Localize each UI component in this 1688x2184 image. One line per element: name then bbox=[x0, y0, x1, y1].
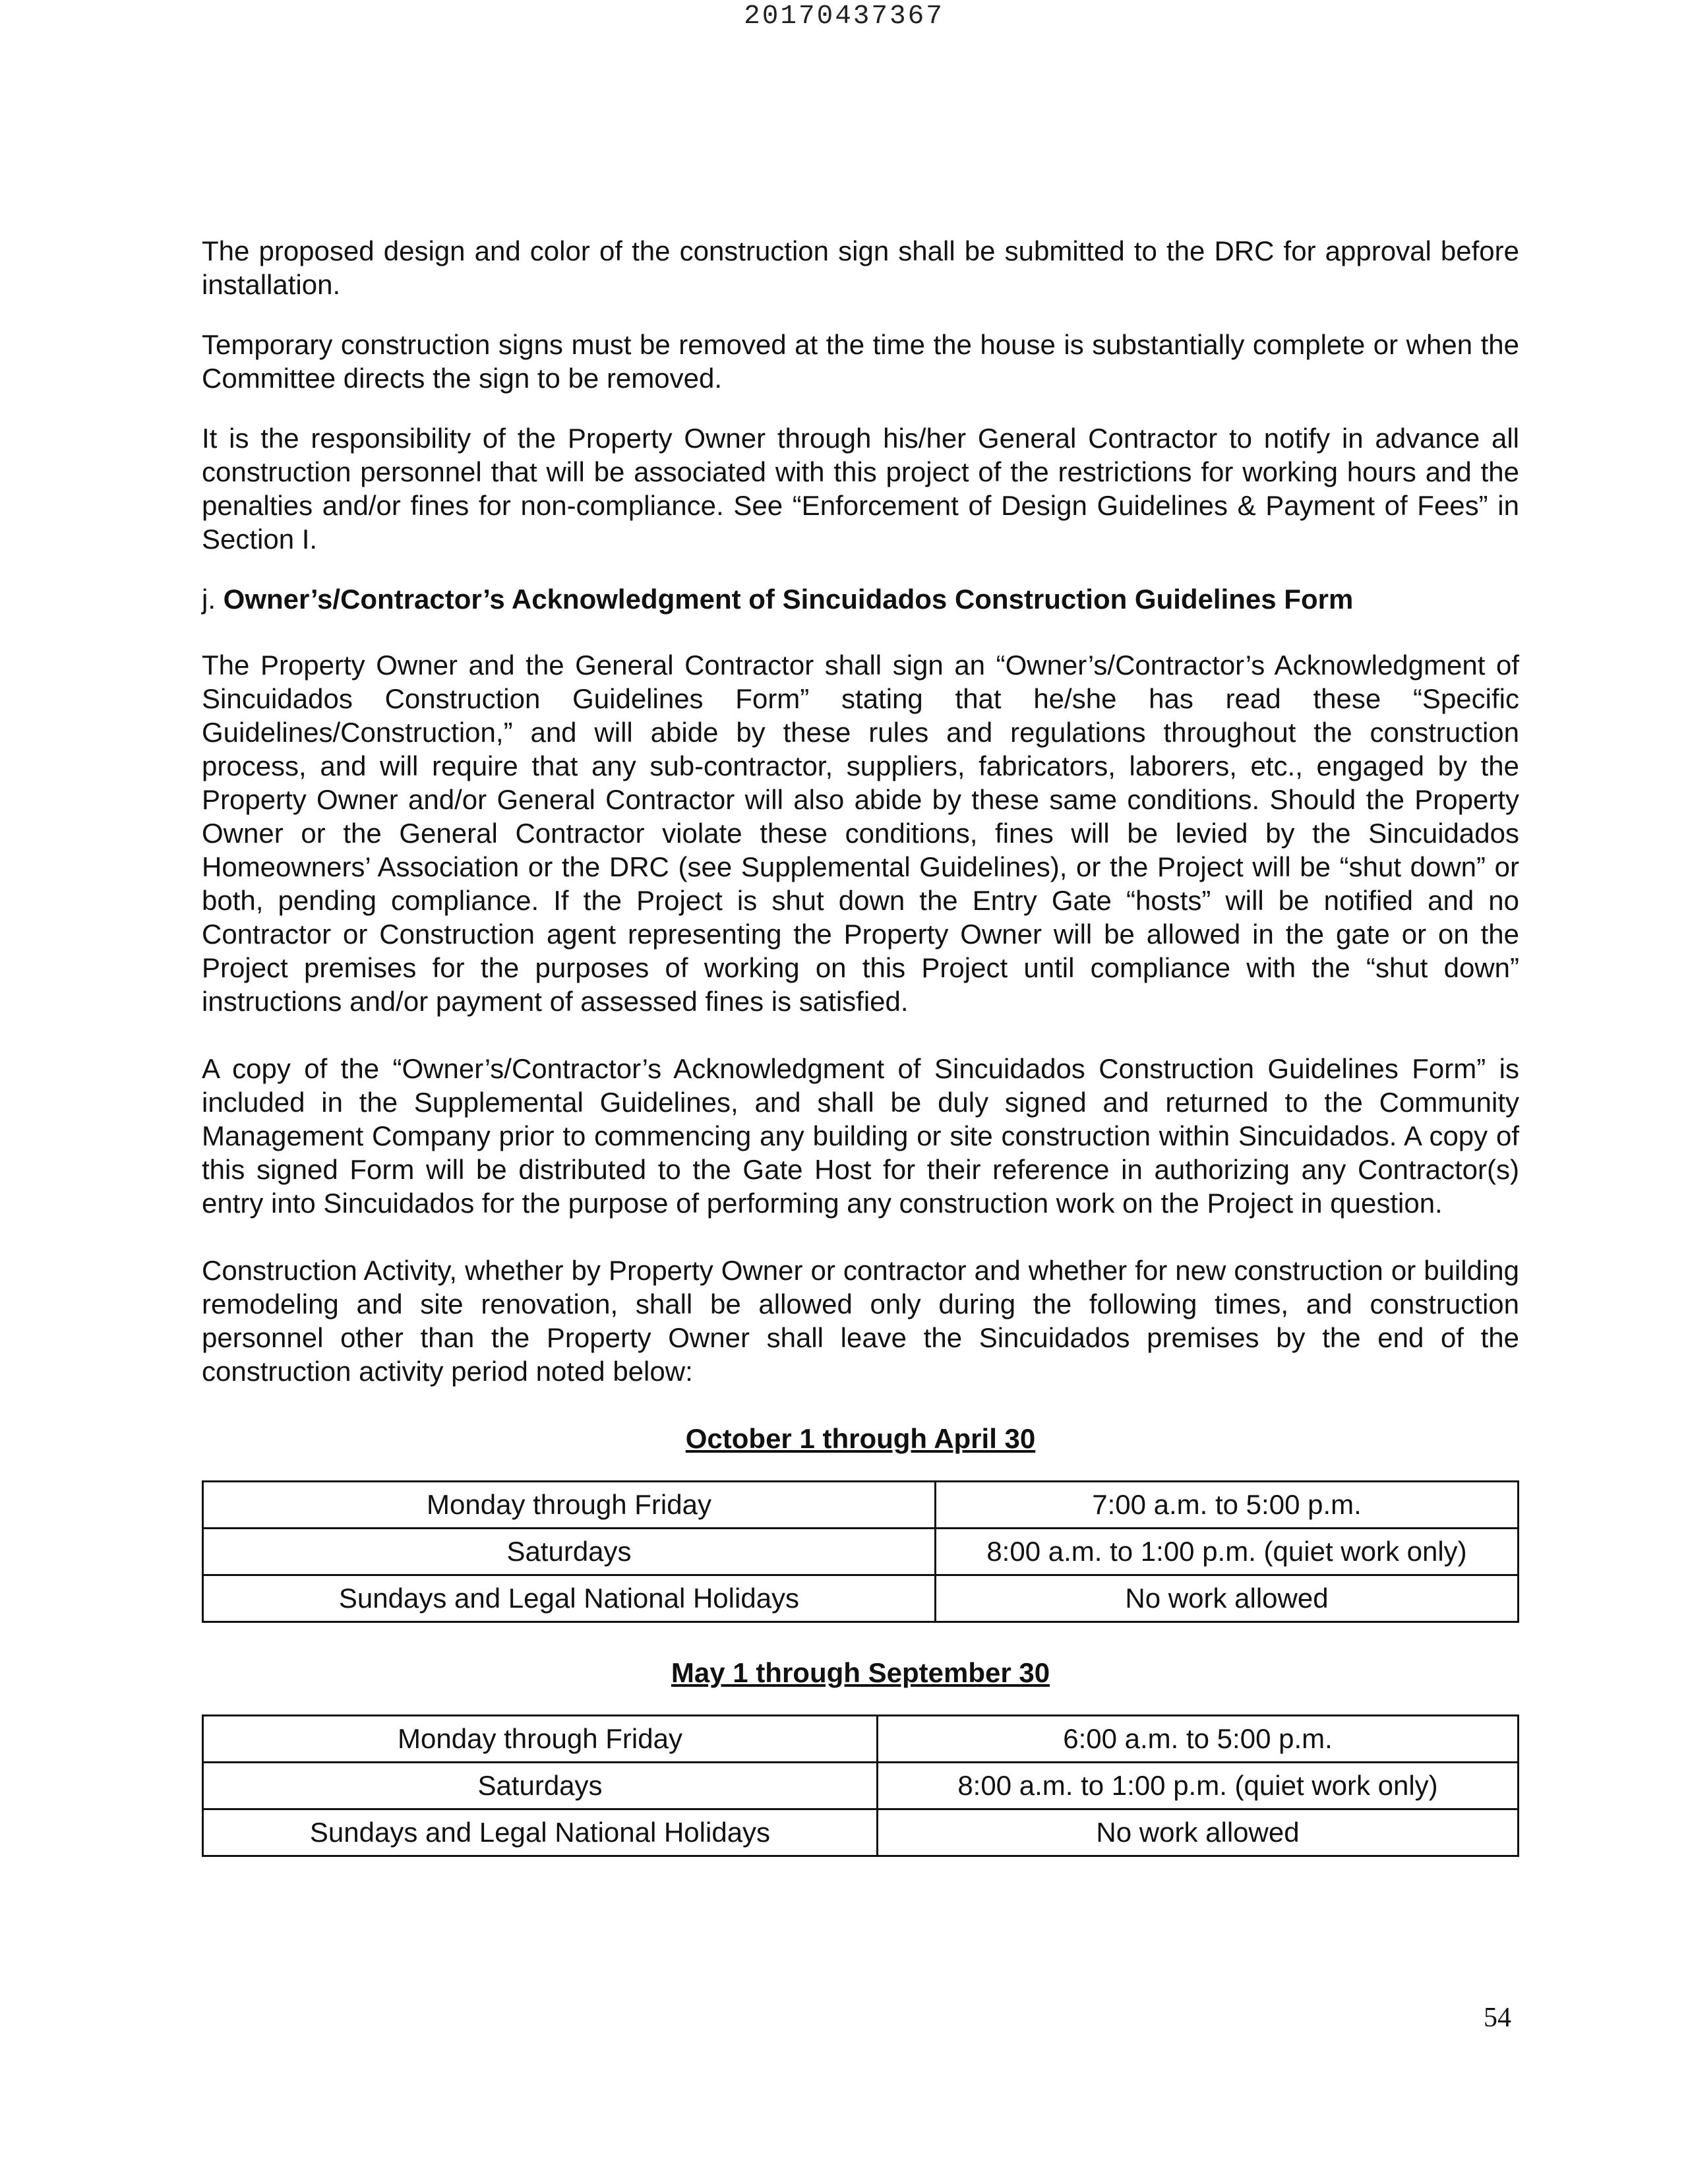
section-j-letter: j. bbox=[202, 584, 216, 615]
paragraph-sign-removal: Temporary construction signs must be removed at the time the house is substantially complete or when the Committee directs the sign to be removed. bbox=[202, 329, 1519, 394]
table-row bbox=[203, 1482, 1519, 1529]
table-row bbox=[203, 1529, 1519, 1575]
day-cell: Sundays and Legal National Holidays bbox=[203, 1809, 878, 1856]
day-cell: Sundays and Legal National Holidays bbox=[203, 1575, 936, 1622]
document-number: 20170437367 bbox=[744, 1, 944, 32]
page-number: 54 bbox=[1484, 2003, 1511, 2033]
hours-cell: 8:00 a.m. to 1:00 p.m. (quiet work only) bbox=[936, 1529, 1519, 1575]
schedule-title-winter: October 1 through April 30 bbox=[685, 1423, 1036, 1454]
hours-cell: 8:00 a.m. to 1:00 p.m. (quiet work only) bbox=[878, 1763, 1519, 1809]
hours-cell: No work allowed bbox=[936, 1575, 1519, 1622]
hours-cell: 7:00 a.m. to 5:00 p.m. bbox=[936, 1482, 1519, 1529]
paragraph-sign-design: The proposed design and color of the construction sign shall be submitted to the DRC for approval before installation. bbox=[202, 235, 1519, 300]
day-cell: Saturdays bbox=[203, 1763, 878, 1809]
day-cell: Monday through Friday bbox=[203, 1716, 878, 1763]
day-cell: Saturdays bbox=[203, 1529, 936, 1575]
schedule-table-summer bbox=[202, 1714, 1519, 1857]
paragraph-responsibility: It is the responsibility of the Property Owner through his/her General Contractor to notify in advance all construction personnel that will be associated with this project of the restrictions for working hours and the penalties and/or fines for non-compliance. See “Enforcement of Design Guidelines & Payment of Fees” in Section I. bbox=[202, 423, 1519, 555]
paragraph-acknowledgment-copy: A copy of the “Owner’s/Contractor’s Acknowledgment of Sincuidados Construction Guidelines Form” is included in the Supplemental Guidelines, and shall be duly signed and returned to the Community Management Company prior to commencing any building or site construction within Sincuidados. A copy of this signed Form will be distributed to the Gate Host for their reference in authorizing any Contractor(s) entry into Sincuidados for the purpose of performing any construction work on the Project in question. bbox=[202, 1053, 1519, 1219]
table-row bbox=[203, 1716, 1519, 1763]
section-j-title: Owner’s/Contractor’s Acknowledgment of Sincuidados Construction Guidelines Form bbox=[223, 584, 1354, 615]
table-row bbox=[203, 1763, 1519, 1809]
paragraph-construction-activity: Construction Activity, whether by Property Owner or contractor and whether for new construction or building remodeling and site renovation, shall be allowed only during the following times, and construction personnel other than the Property Owner shall leave the Sincuidados premises by the end of the construction activity period noted below: bbox=[202, 1255, 1519, 1387]
day-cell: Monday through Friday bbox=[203, 1482, 936, 1529]
page-content bbox=[202, 234, 1519, 1857]
schedule-title-summer: May 1 through September 30 bbox=[671, 1657, 1050, 1688]
paragraph-acknowledgment-signing: The Property Owner and the General Contractor shall sign an “Owner’s/Contractor’s Acknowledgment of Sincuidados Construction Guidelines Form” stating that he/she has read these “Specific Guidelines/Construction,” and will abide by these rules and regulations throughout the construction process, and will require that any sub-contractor, suppliers, fabricators, laborers, etc., engaged by the Property Owner and/or General Contractor will also abide by these same conditions. Should the Property Owner or the General Contractor violate these conditions, fines will be levied by the Sincuidados Homeowners’ Association or the DRC (see Supplemental Guidelines), or the Project will be “shut down” or both, pending compliance. If the Project is shut down the Entry Gate “hosts” will be notified and no Contractor or Construction agent representing the Property Owner will be allowed in the gate or on the Project premises for the purposes of working on this Project until compliance with the “shut down” instructions and/or payment of assessed fines is satisfied. bbox=[202, 650, 1519, 1017]
hours-cell: 6:00 a.m. to 5:00 p.m. bbox=[878, 1716, 1519, 1763]
hours-cell: No work allowed bbox=[878, 1809, 1519, 1856]
table-row bbox=[203, 1575, 1519, 1622]
table-row bbox=[203, 1809, 1519, 1856]
schedule-table-winter bbox=[202, 1480, 1519, 1623]
section-j-heading bbox=[202, 582, 1519, 616]
